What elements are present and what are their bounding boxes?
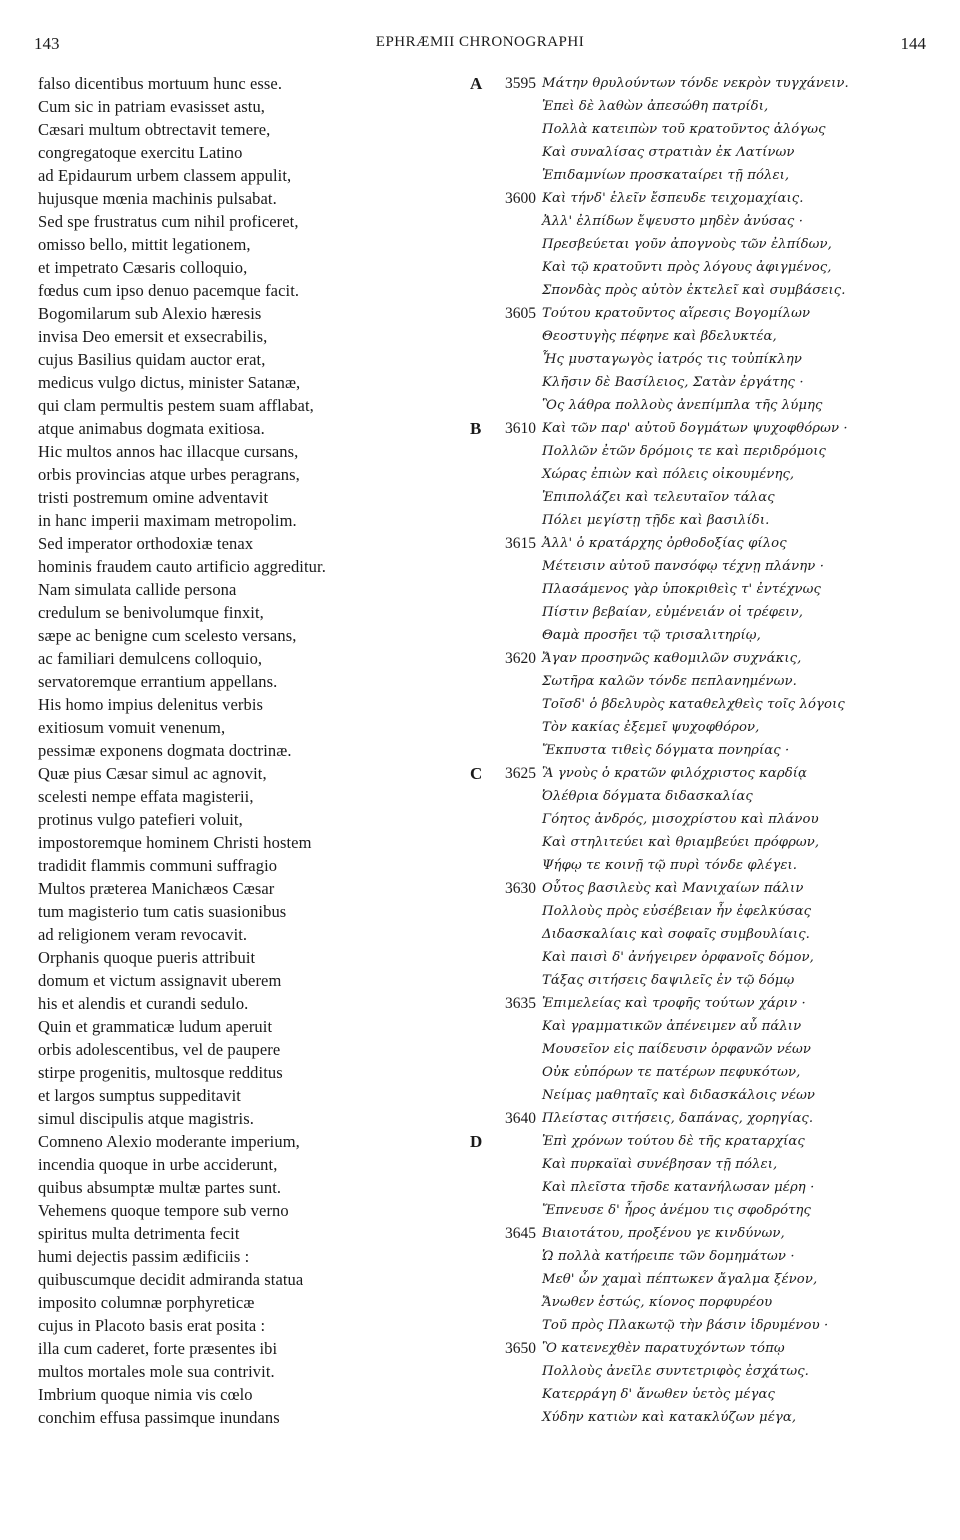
latin-line: Cum sic in patriam evasisset astu,: [38, 97, 266, 116]
greek-verse-text: Καὶ πυρκαϊαὶ συνέβησαν τῇ πόλει,: [542, 1157, 778, 1172]
greek-verse-text: Μάτην θρυλούντων τόνδε νεκρὸν τυγχάνειν.: [542, 76, 849, 91]
greek-verse-text: Πολλῶν ἐτῶν δρόμοις τε καὶ περιδρόμοις: [542, 444, 826, 459]
greek-line: [470, 463, 940, 486]
latin-line: orbis adolescentibus, vel de paupere: [38, 1040, 281, 1059]
greek-verse-text: Ψήφῳ τε κοινῇ τῷ πυρὶ τόνδε φλέγει.: [542, 858, 798, 873]
greek-verse-text: Τὸν κακίας ἐξεμεῖ ψυχοφθόρον,: [542, 720, 760, 735]
verse-number: 3595: [505, 75, 536, 92]
greek-verse-text: Καὶ παισὶ δ' ἀνήγειρεν ὀρφανοῖς δόμον,: [542, 950, 814, 965]
greek-verse-text: Μουσεῖον εἰς παίδευσιν ὀρφανῶν νέων: [542, 1042, 812, 1057]
greek-verse-text: Θεοστυγὴς πέφηνε καὶ βδελυκτέα,: [542, 329, 777, 344]
greek-line: [470, 578, 940, 601]
greek-line: [470, 601, 940, 624]
latin-line: hominis fraudem cauto artificio aggreditur.: [38, 557, 326, 576]
verse-number: 3630: [505, 880, 536, 897]
greek-verse-text: Μέτεισιν αὐτοῦ πανσόφῳ τέχνῃ πλάνην ·: [542, 559, 825, 574]
latin-line: stirpe progenitis, multosque redditus: [38, 1063, 283, 1082]
latin-line: imposito columnæ porphyreticæ: [38, 1293, 255, 1312]
latin-line: Imbrium quoque nimia vis cœlo: [38, 1385, 253, 1404]
greek-verse-text: Πλείστας σιτήσεις, δαπάνας, χορηγίας.: [542, 1111, 814, 1126]
greek-line: [470, 1222, 940, 1245]
latin-translation-column: [38, 72, 478, 1429]
verse-number: 3615: [505, 535, 536, 552]
latin-line: Nam simulata callide persona: [38, 580, 237, 599]
greek-line: [470, 394, 940, 417]
greek-line: [470, 325, 940, 348]
greek-verse-text: Τοῦ πρὸς Πλακωτῷ τὴν βάσιν ἱδρυμένου ·: [542, 1318, 829, 1333]
greek-line: [470, 371, 940, 394]
greek-verse-text: Σωτῆρα καλῶν τόνδε πεπλανημένων.: [542, 674, 797, 689]
running-title: EPHRÆMII CHRONOGRAPHI: [375, 34, 585, 50]
latin-line: servatoremque errantium appellans.: [38, 672, 278, 691]
greek-verse-text: Ὀλέθρια δόγματα διδασκαλίας: [542, 789, 753, 804]
greek-line: [470, 969, 940, 992]
latin-line: quibus absumptæ multæ partes sunt.: [38, 1178, 282, 1197]
greek-verse-text: Καὶ συναλίσας στρατιὰν ἐκ Λατίνων: [542, 145, 795, 160]
latin-line: qui clam permultis pestem suam afflabat,: [38, 396, 314, 415]
greek-line: [470, 716, 940, 739]
greek-line: [470, 923, 940, 946]
latin-line: cujus in Placoto basis erat posita :: [38, 1316, 266, 1335]
greek-line: [470, 1199, 940, 1222]
greek-verse-text: Ἄνωθεν ἑστώς, κίονος πορφυρέου: [542, 1295, 773, 1310]
greek-verse-text: Ἀλλ' ἐλπίδων ἔψευστο μηδὲν ἀνύσας ·: [542, 214, 803, 229]
latin-line: ac familiari demulcens colloquio,: [38, 649, 263, 668]
greek-verse-text: Τοῖσδ' ὁ βδελυρὸς καταθελχθεὶς τοῖς λόγοις: [542, 697, 845, 712]
greek-verse-text: Ἐπιμελείας καὶ τροφῆς τούτων χάριν ·: [542, 996, 806, 1011]
greek-verse-text: Σπονδὰς πρὸς αὐτὸν ἐκτελεῖ καὶ συμβάσεις.: [542, 283, 846, 298]
greek-line: [470, 1268, 940, 1291]
latin-line: congregatoque exercitu Latino: [38, 143, 243, 162]
latin-line: His homo impius delenitus verbis: [38, 695, 264, 714]
verse-number: 3640: [505, 1110, 536, 1127]
latin-line: humi dejectis passim ædificiis :: [38, 1247, 250, 1266]
greek-verse-text: Χύδην κατιὼν καὶ κατακλύζων μέγα,: [542, 1410, 797, 1425]
greek-verse-text: Ἀλλ' ὁ κρατάρχης ὀρθοδοξίας φίλος: [542, 536, 787, 551]
greek-line: [470, 992, 940, 1015]
greek-verse-text: Πολλοὺς ἀνεῖλε συντετριφὸς ἐσχάτως.: [542, 1364, 809, 1379]
greek-line: [470, 854, 940, 877]
latin-line: his et alendis et curandi sedulo.: [38, 994, 249, 1013]
greek-verse-text: Νείμας μαθηταῖς καὶ διδασκάλοις νέων: [542, 1088, 816, 1103]
greek-verse-text: Ἐπεὶ δὲ λαθὼν ἀπεσώθη πατρίδι,: [542, 99, 769, 114]
greek-line: [470, 1360, 940, 1383]
page-number-right: 144: [900, 34, 926, 53]
latin-line: omisso bello, mittit legationem,: [38, 235, 251, 254]
latin-line: Cæsari multum obtrectavit temere,: [38, 120, 271, 139]
section-marker: D: [470, 1132, 483, 1151]
latin-line: Quæ pius Cæsar simul ac agnovit,: [38, 764, 267, 783]
greek-verse-text: Καὶ τῷ κρατοῦντι πρὸς λόγους ἀφιγμένος,: [542, 260, 832, 275]
verse-number: 3645: [505, 1225, 536, 1242]
greek-line: [470, 1038, 940, 1061]
greek-line: [470, 72, 940, 95]
greek-line: [470, 1245, 940, 1268]
latin-line: falso dicentibus mortuum hunc esse.: [38, 74, 283, 93]
latin-line: tristi postremum omine adventavit: [38, 488, 269, 507]
greek-line: [470, 555, 940, 578]
greek-line: [470, 95, 940, 118]
greek-verse-text: Θαμὰ προσῆει τῷ τρισαλιτηρίῳ,: [542, 628, 761, 643]
greek-line: [470, 486, 940, 509]
greek-line: [470, 164, 940, 187]
latin-line: tum magisterio tum catis suasionibus: [38, 902, 287, 921]
latin-line: ad religionem veram revocavit.: [38, 925, 248, 944]
latin-line: Comneno Alexio moderante imperium,: [38, 1132, 300, 1151]
greek-verse-text: Πλασάμενος γὰρ ὑποκριθεὶς τ' ἐντέχνως: [542, 582, 821, 597]
greek-verse-text: Πρεσβεύεται γοῦν ἀπογνοὺς τῶν ἐλπίδων,: [542, 237, 832, 252]
greek-text-column: [470, 72, 940, 1429]
latin-line: domum et victum assignavit uberem: [38, 971, 282, 990]
latin-line: multos mortales mole sua contrivit.: [38, 1362, 275, 1381]
greek-verse-text: Καὶ στηλιτεύει καὶ θριαμβεύει πρόφρων,: [542, 835, 820, 850]
greek-line: [470, 1406, 940, 1429]
greek-verse-text: Γόητος ἀνδρός, μισοχρίστου καὶ πλάνου: [542, 812, 819, 827]
greek-line: [470, 1015, 940, 1038]
greek-verse-text: Κατερράγη δ' ἄνωθεν ὑετὸς μέγας: [542, 1387, 775, 1402]
greek-verse-text: Ὡ πολλὰ κατήρειπε τῶν δομημάτων ·: [542, 1249, 795, 1264]
greek-verse-text: Καὶ τῶν παρ' αὐτοῦ δογμάτων ψυχοφθόρων ·: [542, 421, 848, 436]
greek-line: [470, 1107, 940, 1130]
latin-line: spiritus multa detrimenta fecit: [38, 1224, 240, 1243]
latin-line: illa cum caderet, forte præsentes ibi: [38, 1339, 278, 1358]
latin-line: medicus vulgo dictus, minister Satanæ,: [38, 373, 301, 392]
greek-line: [470, 739, 940, 762]
latin-line: Hic multos annos hac illacque cursans,: [38, 442, 299, 461]
greek-line: [470, 233, 940, 256]
greek-line: [470, 1130, 940, 1153]
greek-verse-text: Καὶ γραμματικῶν ἀπένειμεν αὖ πάλιν: [542, 1019, 802, 1034]
verse-number: 3625: [505, 765, 536, 782]
greek-line: [470, 808, 940, 831]
greek-verse-text: Ἐπὶ χρόνων τούτου δὲ τῆς κραταρχίας: [542, 1134, 805, 1149]
greek-line: [470, 1176, 940, 1199]
verse-number: 3650: [505, 1340, 536, 1357]
greek-verse-text: Χώρας ἐπιὼν καὶ πόλεις οἰκουμένης,: [542, 467, 795, 482]
greek-verse-text: Πολλοὺς πρὸς εὐσέβειαν ἦν ἐφελκύσας: [542, 904, 812, 919]
greek-line: [470, 693, 940, 716]
greek-verse-text: Ἄγαν προσηνῶς καθομιλῶν συχνάκις,: [542, 651, 802, 666]
latin-line: hujusque mœnia machinis pulsabat.: [38, 189, 277, 208]
greek-line: [470, 1061, 940, 1084]
greek-line: [470, 440, 940, 463]
greek-line: [470, 118, 940, 141]
greek-verse-text: Ἐπιπολάζει καὶ τελευταῖον τάλας: [542, 490, 775, 505]
greek-line: [470, 417, 940, 440]
latin-line: exitiosum vomuit venenum,: [38, 718, 226, 737]
latin-line: scelesti nempe effata magisterii,: [38, 787, 254, 806]
greek-verse-text: Ἔπνευσε δ' ἦρος ἀνέμου τις σφοδρότης: [542, 1203, 812, 1218]
running-header: [0, 34, 960, 58]
greek-line: [470, 785, 940, 808]
latin-line: protinus vulgo patefieri voluit,: [38, 810, 243, 829]
greek-line: [470, 256, 940, 279]
greek-line: [470, 509, 940, 532]
latin-line: in hanc imperii maximam metropolim.: [38, 511, 297, 530]
greek-line: [470, 1084, 940, 1107]
greek-verse-text: Καὶ πλεῖστα τῆσδε κατανήλωσαν μέρη ·: [542, 1180, 815, 1195]
greek-verse-text: Ὃ κατενεχθὲν παρατυχόντων τόπῳ: [542, 1341, 785, 1356]
greek-verse-text: Ἐπιδαμνίων προσκαταίρει τῇ πόλει,: [542, 168, 790, 183]
verse-number: 3610: [505, 420, 536, 437]
greek-line: [470, 762, 940, 785]
greek-verse-text: Μεθ' ὧν χαμαὶ πέπτωκεν ἄγαλμα ξένον,: [542, 1272, 818, 1287]
latin-line: sæpe ac benigne cum scelesto versans,: [38, 626, 297, 645]
greek-line: [470, 624, 940, 647]
greek-line: [470, 946, 940, 969]
latin-line: Quin et grammaticæ ludum aperuit: [38, 1017, 273, 1036]
latin-line: Sed imperator orthodoxiæ tenax: [38, 534, 254, 553]
greek-line: [470, 187, 940, 210]
verse-number: 3635: [505, 995, 536, 1012]
greek-verse-text: Καὶ τήνδ' ἑλεῖν ἔσπευδε τειχομαχίαις.: [542, 191, 804, 206]
greek-line: [470, 532, 940, 555]
page-number-left: 143: [34, 34, 60, 53]
latin-line: conchim effusa passimque inundans: [38, 1408, 280, 1427]
verse-number: 3600: [505, 190, 536, 207]
verse-number: 3620: [505, 650, 536, 667]
greek-line: [470, 831, 940, 854]
section-marker: C: [470, 764, 483, 783]
greek-verse-text: Οὗτος βασιλεὺς καὶ Μανιχαίων πάλιν: [542, 881, 804, 896]
greek-verse-text: Ἃ γνοὺς ὁ κρατῶν φιλόχριστος καρδίᾳ: [542, 766, 808, 781]
latin-line: orbis provincias atque urbes peragrans,: [38, 465, 300, 484]
greek-line: [470, 1314, 940, 1337]
latin-line: Vehemens quoque tempore sub verno: [38, 1201, 289, 1220]
latin-line: simul discipulis atque magistris.: [38, 1109, 254, 1128]
greek-line: [470, 1153, 940, 1176]
latin-line: credulum se benivolumque finxit,: [38, 603, 264, 622]
greek-verse-text: Κλῆσιν δὲ Βασίλειος, Σατὰν ἐργάτης ·: [542, 375, 804, 390]
greek-verse-text: Διδασκαλίαις καὶ σοφαῖς συμβουλίαις.: [542, 927, 810, 942]
greek-line: [470, 1337, 940, 1360]
greek-line: [470, 900, 940, 923]
greek-line: [470, 1291, 940, 1314]
greek-verse-text: Τάξας σιτήσεις δαψιλεῖς ἐν τῷ δόμῳ: [542, 973, 795, 988]
greek-verse-text: Τούτου κρατοῦντος αἵρεσις Βογομίλων: [542, 306, 811, 321]
latin-line: Bogomilarum sub Alexio hæresis: [38, 304, 262, 323]
latin-line: cujus Basilius quidam auctor erat,: [38, 350, 266, 369]
section-marker: B: [470, 419, 482, 438]
greek-line: [470, 647, 940, 670]
latin-line: Sed spe frustratus cum nihil proficeret,: [38, 212, 299, 231]
latin-line: atque animabus dogmata exitiosa.: [38, 419, 265, 438]
verse-number: 3605: [505, 305, 536, 322]
greek-verse-text: Πολλὰ κατειπὼν τοῦ κρατοῦντος ἀλόγως: [542, 122, 826, 137]
latin-line: Orphanis quoque pueris attribuit: [38, 948, 256, 967]
greek-line: [470, 877, 940, 900]
latin-line: incendia quoque in urbe acciderunt,: [38, 1155, 278, 1174]
greek-verse-text: Πόλει μεγίστῃ τῇδε καὶ βασιλίδι.: [542, 513, 770, 528]
latin-line: quibuscumque decidit admiranda statua: [38, 1270, 304, 1289]
latin-line: et largos sumptus suppeditavit: [38, 1086, 241, 1105]
latin-line: tradidit flammis communi suffragio: [38, 856, 278, 875]
greek-verse-text: Οὐκ εὐπόρων τε πατέρων πεφυκότων,: [542, 1065, 801, 1080]
greek-verse-text: Ἧς μυσταγωγὸς ἰατρός τις τοὐπίκλην: [542, 352, 802, 367]
section-marker: A: [470, 74, 483, 93]
latin-line: et impetrato Cæsaris colloquio,: [38, 258, 248, 277]
greek-line: [470, 302, 940, 325]
latin-line: invisa Deo emersit et exsecrabilis,: [38, 327, 268, 346]
greek-line: [470, 210, 940, 233]
latin-line: Multos præterea Manichæos Cæsar: [38, 879, 275, 898]
greek-line: [470, 348, 940, 371]
greek-line: [470, 670, 940, 693]
latin-line: ad Epidaurum urbem classem appulit,: [38, 166, 292, 185]
greek-verse-text: Ἔκπυστα τιθεὶς δόγματα πονηρίας ·: [542, 743, 790, 758]
greek-verse-text: Βιαιοτάτου, προξένου γε κινδύνων,: [542, 1226, 785, 1241]
greek-verse-text: Ὃς λάθρα πολλοὺς ἀνεπίμπλα τῆς λύμης: [542, 398, 823, 413]
latin-line: fœdus cum ipso denuo pacemque facit.: [38, 281, 300, 300]
greek-line: [470, 279, 940, 302]
greek-line: [470, 1383, 940, 1406]
greek-verse-text: Πίστιν βεβαίαν, εὐμένειάν οἱ τρέφειν,: [542, 605, 803, 620]
greek-line: [470, 141, 940, 164]
latin-line: pessimæ exponens dogmata doctrinæ.: [38, 741, 292, 760]
latin-line: impostoremque hominem Christi hostem: [38, 833, 312, 852]
